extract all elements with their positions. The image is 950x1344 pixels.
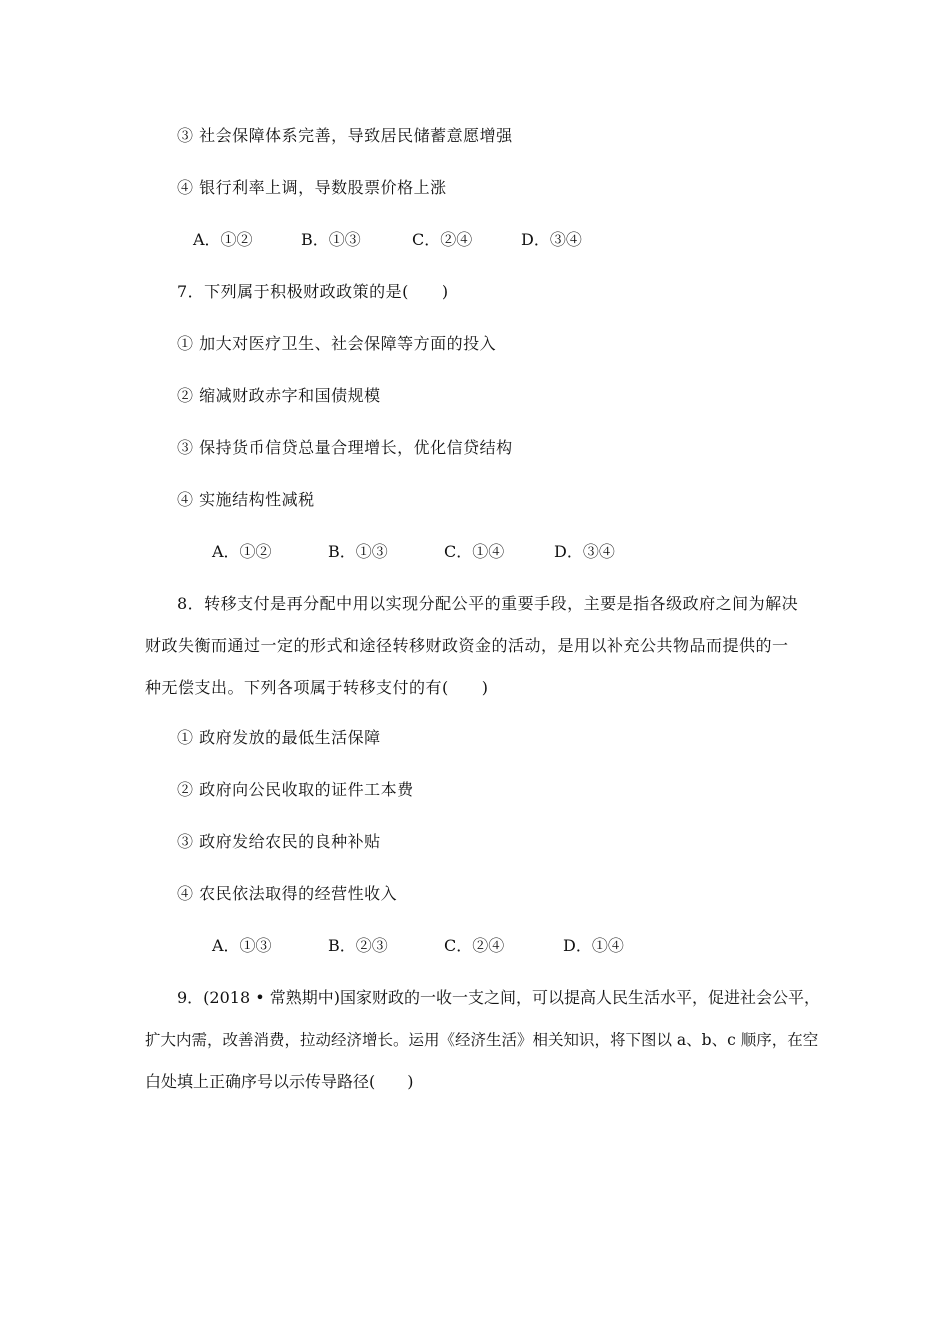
q9-stem-line-3: 白处填上正确序号以示传导路径( ): [145, 1072, 414, 1091]
q9-stem-line-1: 9．(2018 • 常熟期中)国家财政的一收一支之间，可以提高人民生活水平，促进社会公平，: [177, 988, 820, 1007]
q8-item-2: ② 政府向公民收取的证件工本费: [177, 780, 414, 799]
q7-item-2: ② 缩减财政赤字和国债规模: [177, 386, 381, 405]
q8-stem-line-3: 种无偿支出。下列各项属于转移支付的有( ): [145, 678, 489, 697]
q6-option-d: D．③④: [521, 230, 582, 249]
q8-stem-line-1: 8．转移支付是再分配中用以实现分配公平的重要手段，主要是指各级政府之间为解决: [177, 594, 799, 613]
q6-option-c: C．②④: [412, 230, 473, 249]
q6-item-4: ④ 银行利率上调，导数股票价格上涨: [177, 178, 447, 197]
q8-item-4: ④ 农民依法取得的经营性收入: [177, 884, 398, 903]
q8-option-c: C．②④: [444, 936, 505, 955]
q9-stem-line-2: 扩大内需，改善消费，拉动经济增长。运用《经济生活》相关知识，将下图以 a、b、c 顺序，在空: [145, 1031, 819, 1049]
q7-option-b: B．①③: [328, 542, 388, 561]
q7-item-1: ① 加大对医疗卫生、社会保障等方面的投入: [177, 334, 497, 353]
q8-item-3: ③ 政府发给农民的良种补贴: [177, 832, 381, 851]
q8-item-1: ① 政府发放的最低生活保障: [177, 728, 381, 747]
q7-option-a: A．①②: [212, 542, 272, 561]
q6-item-3: ③ 社会保障体系完善，导致居民储蓄意愿增强: [177, 126, 513, 145]
q8-option-d: D．①④: [563, 936, 624, 955]
q6-option-a: A．①②: [193, 230, 253, 249]
q8-stem-line-2: 财政失衡而通过一定的形式和途径转移财政资金的活动，是用以补充公共物品而提供的一: [145, 636, 789, 655]
q8-option-a: A．①③: [212, 936, 272, 955]
q6-option-b: B．①③: [301, 230, 361, 249]
q7-option-d: D．③④: [554, 542, 615, 561]
q7-stem: 7．下列属于积极财政政策的是( ): [177, 282, 449, 301]
q8-option-b: B．②③: [328, 936, 388, 955]
q7-item-4: ④ 实施结构性减税: [177, 490, 315, 509]
q7-item-3: ③ 保持货币信贷总量合理增长，优化信贷结构: [177, 438, 513, 457]
q7-option-c: C．①④: [444, 542, 505, 561]
